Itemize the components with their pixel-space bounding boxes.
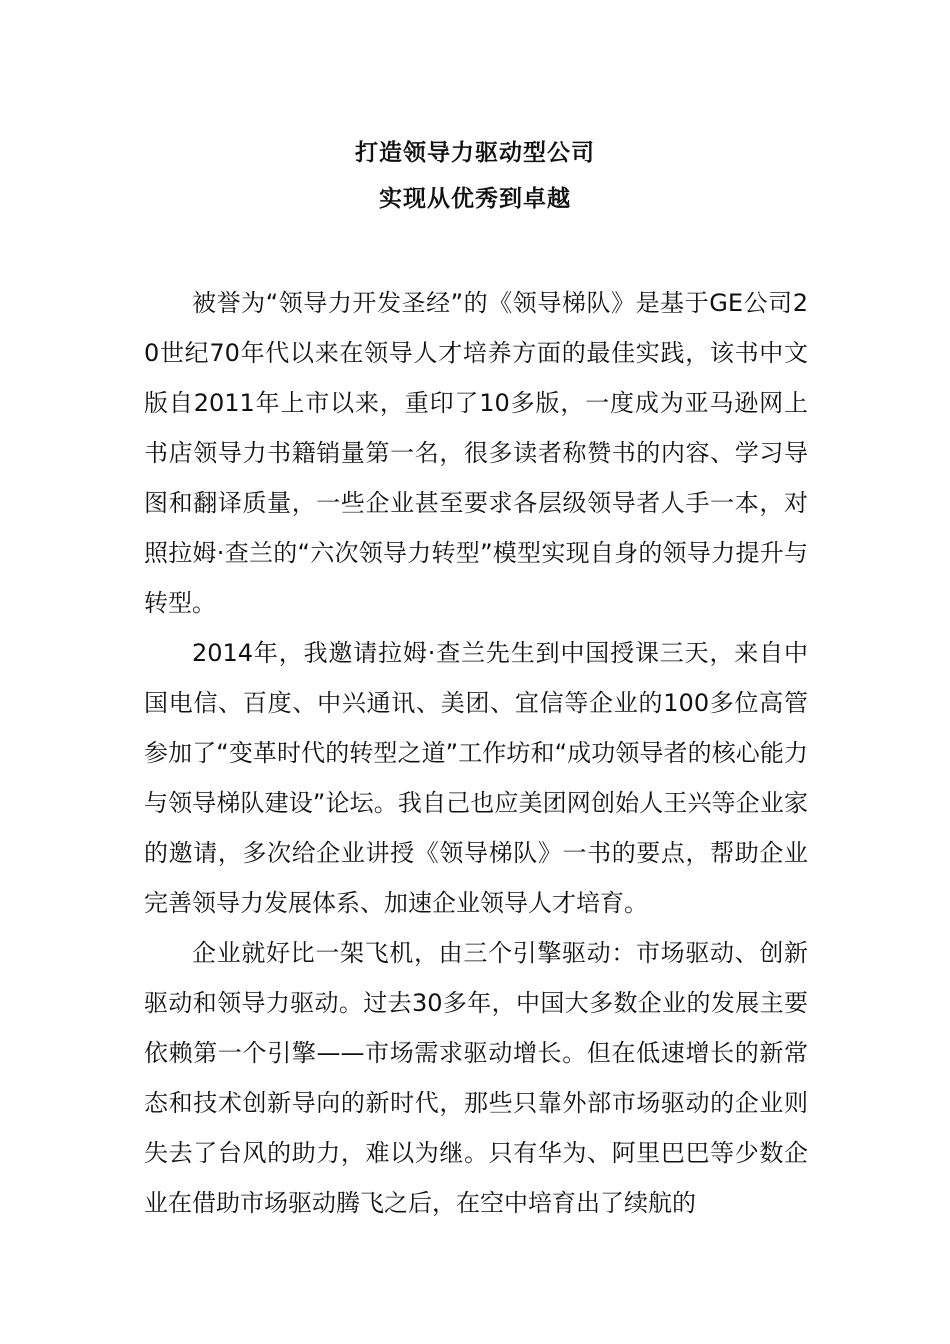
- paragraph-3: 企业就好比一架飞机，由三个引擎驱动：市场驱动、创新驱动和领导力驱动。过去30多年，中国大多数企业的发展主要依赖第一个引擎——市场需求驱动增长。但在低速增长的新常态和技术创新导向的新时代，那些只靠外部市场驱动的企业则失去了台风的助力，难以为继。只有华为、阿里巴巴等少数企业在借助市场驱动腾飞之后，在空中培育出了续航的: [144, 939, 808, 1217]
- body-text: [144, 278, 808, 1228]
- paragraph-1: 被誉为“领导力开发圣经”的《领导梯队》是基于GE公司20世纪70年代以来在领导人才培养方面的最佳实践，该书中文版自2011年上市以来，重印了10多版，一度成为亚马逊网上书店领导力书籍销量第一名，很多读者称赞书的内容、学习导图和翻译质量，一些企业甚至要求各层级领导者人手一本，对照拉姆·查兰的“六次领导力转型”模型实现自身的领导力提升与转型。: [144, 289, 808, 617]
- title-line-1: 打造领导力驱动型公司: [355, 140, 595, 166]
- paragraph-2: 2014年，我邀请拉姆·查兰先生到中国授课三天，来自中国电信、百度、中兴通讯、美团、宜信等企业的100多位高管参加了“变革时代的转型之道”工作坊和“成功领导者的核心能力与领导梯队建设”论坛。我自己也应美团网创始人王兴等企业家的邀请，多次给企业讲授《领导梯队》一书的要点，帮助企业完善领导力发展体系、加速企业领导人才培育。: [144, 639, 808, 917]
- title-block: [0, 130, 950, 222]
- title-line-2: 实现从优秀到卓越: [379, 186, 571, 212]
